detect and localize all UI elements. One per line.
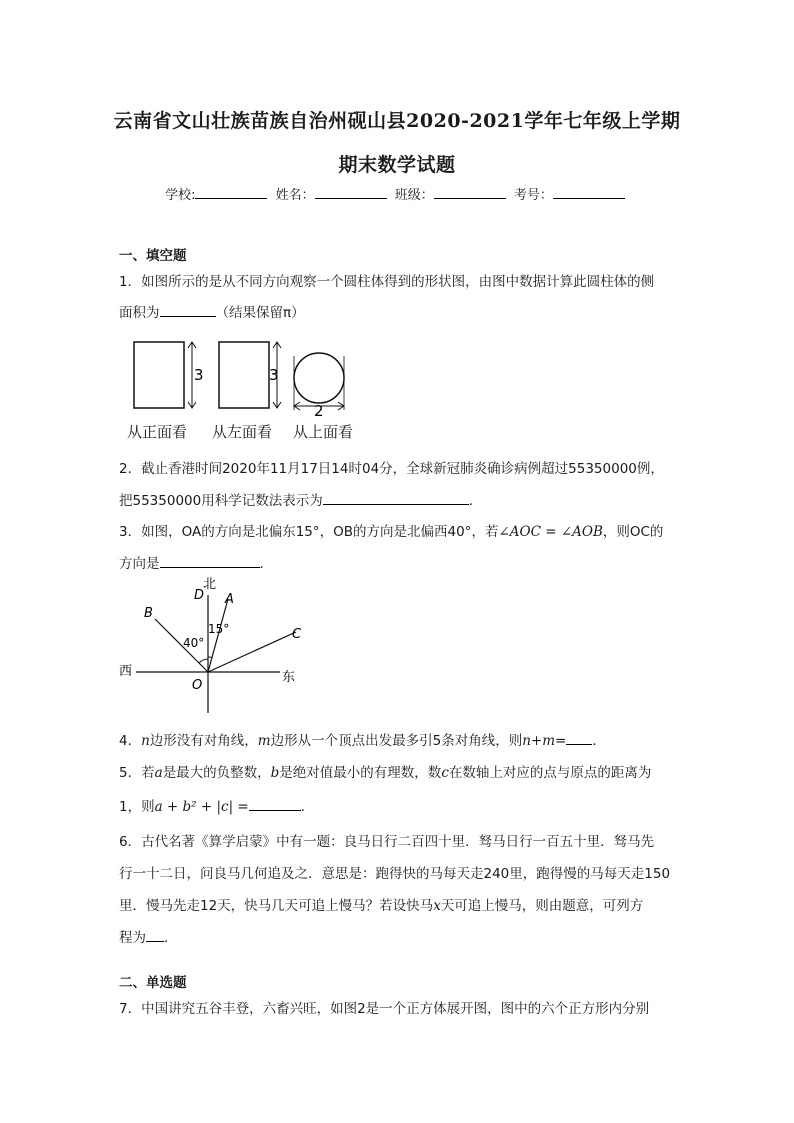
q3-text-a: 3．如图，OA的方向是北偏东15°，OB的方向是北偏西40°，若 <box>119 524 499 540</box>
q4-var-n: n <box>141 733 150 749</box>
q3-text-c: ，则OC的 <box>602 524 664 540</box>
q4-answer-blank <box>566 732 592 745</box>
q2-line2 <box>119 489 482 509</box>
q4-text-1: 边形没有对角线， <box>149 733 258 749</box>
q3-line1 <box>119 520 663 540</box>
q3-text-e: ． <box>259 556 273 572</box>
student-info-row <box>0 184 794 203</box>
q5-answer-blank <box>249 798 301 811</box>
q1-text-b: （结果保留π） <box>215 305 305 321</box>
q3-angle-expr: ∠AOC = ∠AOB <box>498 524 603 540</box>
q4-equals: = <box>555 733 567 749</box>
q6-var-x: x <box>433 898 441 914</box>
exam-no-label: 考号： <box>513 188 553 203</box>
school-blank <box>195 186 267 199</box>
angle-40-label: 40° <box>183 636 205 650</box>
angle-15-arc <box>208 657 212 658</box>
section-single-heading: 二、单选题 <box>119 975 187 991</box>
doc-title-line1: 云南省文山壮族苗族自治州砚山县2020-2021学年七年级上学期 <box>113 110 681 132</box>
q6-text-d: ． <box>164 930 178 946</box>
q3-text-d: 方向是 <box>119 556 160 572</box>
front-dim-label: 3 <box>194 366 204 384</box>
ray-OC <box>208 632 296 672</box>
q5-text-c: 是绝对值最小的有理数，数 <box>279 765 442 781</box>
top-dim-label: 2 <box>314 402 324 418</box>
q5-expression: a + b² + |c| = <box>154 799 249 815</box>
q5-line2 <box>119 795 314 815</box>
q4-expr: n+m <box>522 733 556 749</box>
q1-text-a: 面积为 <box>119 305 160 321</box>
doc-title-line2: 期末数学试题 <box>338 154 456 176</box>
q2-line1: 2．截止香港时间2020年11月17日14时04分，全球新冠肺炎确诊病例超过55350000例， <box>119 461 664 477</box>
top-view-circle <box>294 353 344 403</box>
north-label: 北 <box>203 577 217 592</box>
angle-40-arc <box>199 659 208 663</box>
point-A-label: A <box>225 592 234 607</box>
q5-line1 <box>119 761 651 781</box>
front-view-caption: 从正面看 <box>127 423 188 441</box>
point-O-label: O <box>192 678 203 693</box>
q2-text-a: 把55350000用科学记数法表示为 <box>119 493 323 509</box>
east-label: 东 <box>282 670 296 685</box>
angle-15-label: 15° <box>208 622 230 636</box>
class-blank <box>434 186 506 199</box>
q6-line4 <box>119 926 178 946</box>
q4-text-3: ． <box>592 733 606 749</box>
q5-var-c: c <box>441 765 449 781</box>
q6-line2: 行一十二日，问良马几何追及之．意思是：跑得快的马每天走240里，跑得慢的马每天走150 <box>119 866 671 882</box>
school-label: 学校: <box>165 188 196 203</box>
point-C-label: C <box>292 627 302 642</box>
q1-three-views-figure <box>126 336 366 418</box>
section-fill-heading: 一、填空题 <box>119 248 187 264</box>
q3-direction-figure <box>110 575 330 720</box>
name-blank <box>315 186 387 199</box>
q4-number: 4． <box>119 733 142 749</box>
q7-line1: 7．中国讲究五谷丰登，六畜兴旺，如图2是一个正方体展开图，图中的六个正方形内分别 <box>119 1001 650 1017</box>
q6-line3 <box>119 894 643 914</box>
q5-text-b: 是最大的负整数， <box>162 765 271 781</box>
q6-line1: 6．古代名著《算学启蒙》中有一题：良马日行二百四十里．驽马日行一百五十里．驽马先 <box>119 834 655 850</box>
q3-answer-blank <box>160 555 260 568</box>
q1-answer-blank <box>160 304 216 317</box>
q5-text-e: 1，则 <box>119 799 155 815</box>
left-view-caption: 从左面看 <box>212 423 273 441</box>
point-B-label: B <box>144 606 153 621</box>
front-view-rect <box>134 342 184 408</box>
q5-text-a: 5．若 <box>119 765 155 781</box>
q4-text-2: 边形从一个顶点出发最多引5条对角线，则 <box>270 733 523 749</box>
q4-line <box>119 729 606 749</box>
left-view-rect <box>219 342 269 408</box>
class-label: 班级： <box>394 188 434 203</box>
q2-answer-blank <box>323 492 469 505</box>
q5-text-f: ． <box>300 799 315 815</box>
top-view-caption: 从上面看 <box>293 423 354 441</box>
q6-text-a: 里．慢马先走12天，快马几天可追上慢马？若设快马 <box>119 898 434 914</box>
q3-line2 <box>119 552 273 572</box>
q5-var-b: b <box>270 765 280 781</box>
q1-line1: 1．如图所示的是从不同方向观察一个圆柱体得到的形状图，由图中数据计算此圆柱体的侧 <box>119 274 655 290</box>
q4-var-m: m <box>257 733 271 749</box>
exam-no-blank <box>553 186 625 199</box>
q6-text-b: 天可追上慢马，则由题意，可列方 <box>440 898 644 914</box>
point-D-label: D <box>194 588 205 603</box>
q5-var-a: a <box>154 765 163 781</box>
q5-text-d: 在数轴上对应的点与原点的距离为 <box>448 765 652 781</box>
q6-answer-blank <box>146 929 164 942</box>
q1-line2 <box>119 301 305 321</box>
name-label: 姓名： <box>275 188 315 203</box>
left-dim-label: 3 <box>269 366 279 384</box>
q2-text-b: ． <box>468 493 483 509</box>
west-label: 西 <box>119 664 133 679</box>
q6-text-c: 程为 <box>119 930 146 946</box>
